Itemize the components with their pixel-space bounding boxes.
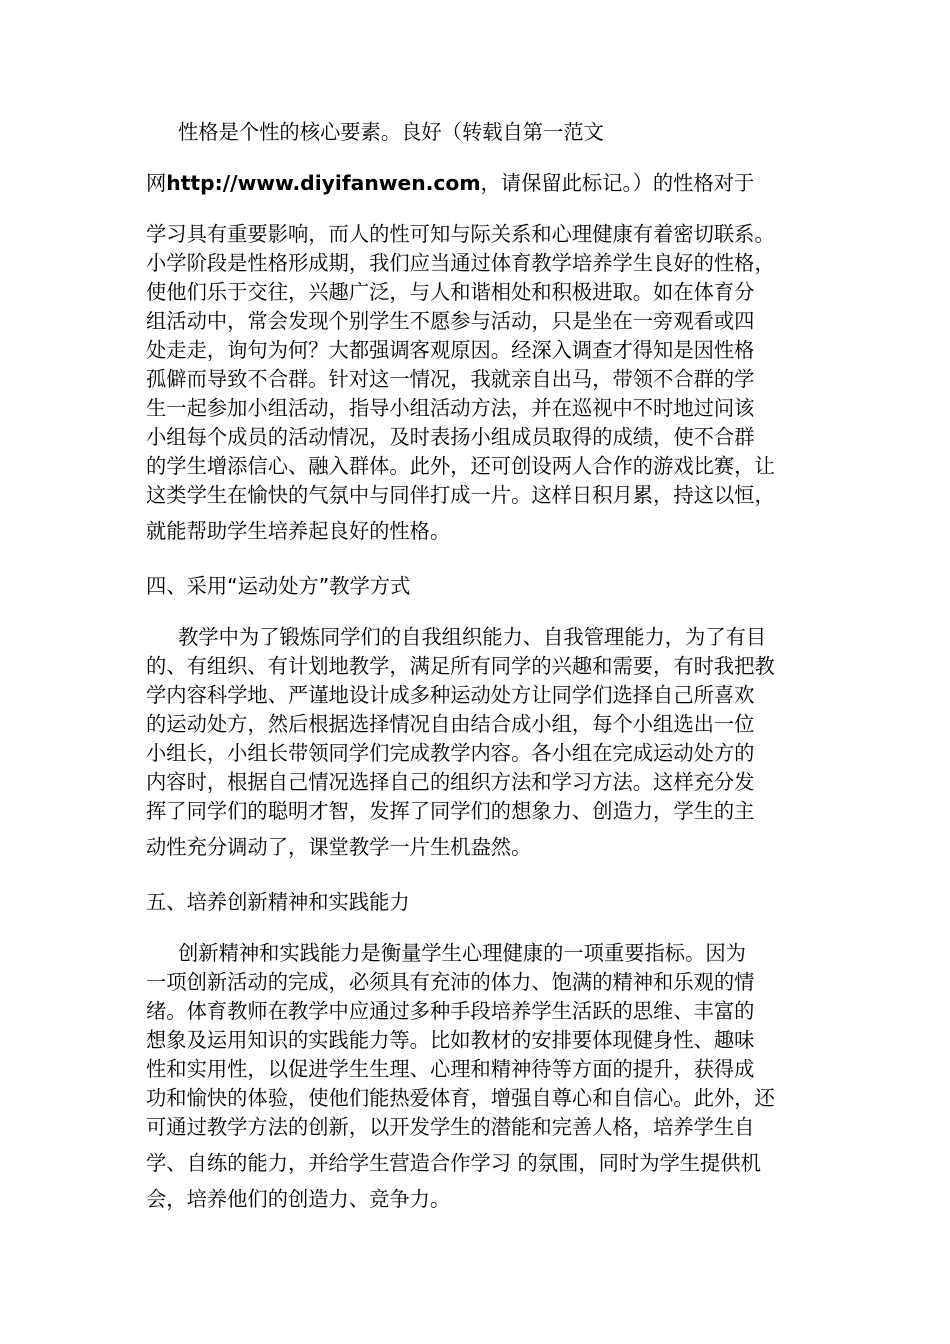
text-line: 使他们乐于交往，兴趣广泛，与人和谐相处和积极进取。如在体育分 (146, 280, 755, 304)
text-line: 性格是个性的核心要素。良好（转载自第一范文 (178, 120, 604, 144)
text-line: 功和愉快的体验，使他们能热爱体育，增强自尊心和自信心。此外，还 (146, 1086, 775, 1110)
section-heading-4: 四、采用“运动处方”教学方式 (146, 574, 411, 598)
text-line: 生一起参加小组活动，指导小组活动方法，并在巡视中不时地过问该 (146, 396, 755, 420)
text-line: 挥了同学们的聪明才智，发挥了同学们的想象力、创造力，学生的主 (146, 799, 755, 823)
text-line: 学、自练的能力，并给学生营造合作学习 的氛围，同时为学生提供机 (146, 1151, 761, 1175)
text-line: 教学中为了锻炼同学们的自我组织能力、自我管理能力，为了有目 (178, 625, 767, 649)
text-line: 就能帮助学生培养起良好的性格。 (146, 519, 451, 543)
text-line: 小学阶段是性格形成期，我们应当通过体育教学培养学生良好的性格， (146, 251, 775, 275)
text-line: 内容时，根据自己情况选择自己的组织方法和学习方法。这样充分发 (146, 770, 755, 794)
text-line: 小组长，小组长带领同学们完成教学内容。各小组在完成运动处方的 (146, 741, 755, 765)
paragraph-innovation (146, 939, 814, 1214)
text-line: 动性充分调动了，课堂教学一片生机盎然。 (146, 835, 532, 859)
paragraph-exercise-prescription (146, 623, 814, 862)
document-body (146, 118, 814, 1214)
text-line: 想象及运用知识的实践能力等。比如教材的安排要体现健身性、趣味 (146, 1028, 755, 1052)
text-line: 一项创新活动的完成，必须具有充沛的体力、饱满的精神和乐观的情 (146, 970, 755, 994)
text-line: 小组每个成员的活动情况，及时表扬小组成员取得的成绩，使不合群 (146, 425, 755, 449)
section-heading-5: 五、培养创新精神和实践能力 (146, 890, 410, 914)
text-line: 的、有组织、有计划地教学，满足所有同学的兴趣和需要，有时我把教 (146, 654, 775, 678)
text-line: 这类学生在愉快的气氛中与同伴打成一片。这样日积月累，持这以恒， (146, 483, 775, 507)
text-line: 性和实用性，以促进学生生理、心理和精神待等方面的提升，获得成 (146, 1057, 755, 1081)
text-line: 的学生增添信心、融入群体。此外，还可创设两人合作的游戏比赛，让 (146, 454, 775, 478)
text-line: 创新精神和实践能力是衡量学生心理健康的一项重要指标。因为 (178, 941, 746, 965)
paragraph-personality (146, 118, 814, 546)
text-line: 组活动中，常会发现个别学生不愿参与活动，只是坐在一旁观看或四 (146, 309, 755, 333)
text-line: 学习具有重要影响，而人的性可知与际关系和心理健康有着密切联系。 (146, 222, 775, 246)
text-line: 会，培养他们的创造力、竞争力。 (146, 1187, 451, 1211)
website-url: http://www.diyifanwen.com (166, 171, 481, 195)
text-line: 的运动处方，然后根据选择情况自由结合成小组，每个小组选出一位 (146, 712, 755, 736)
text-fragment: ，请保留此标记。）的性格对于 (480, 171, 755, 195)
text-line: 可通过教学方法的创新，以开发学生的潜能和完善人格，培养学生自 (146, 1115, 755, 1139)
text-fragment: 网 (146, 171, 167, 195)
text-line: 处走走，询句为何？大都强调客观原因。经深入调查才得知是因性格 (146, 338, 755, 362)
text-line-with-link (146, 169, 814, 198)
text-line: 学内容科学地、严谨地设计成多种运动处方让同学们选择自己所喜欢 (146, 683, 755, 707)
text-line: 绪。体育教师在教学中应通过多种手段培养学生活跃的思维、丰富的 (146, 999, 755, 1023)
text-line: 孤僻而导致不合群。针对这一情况，我就亲自出马，带领不合群的学 (146, 367, 755, 391)
